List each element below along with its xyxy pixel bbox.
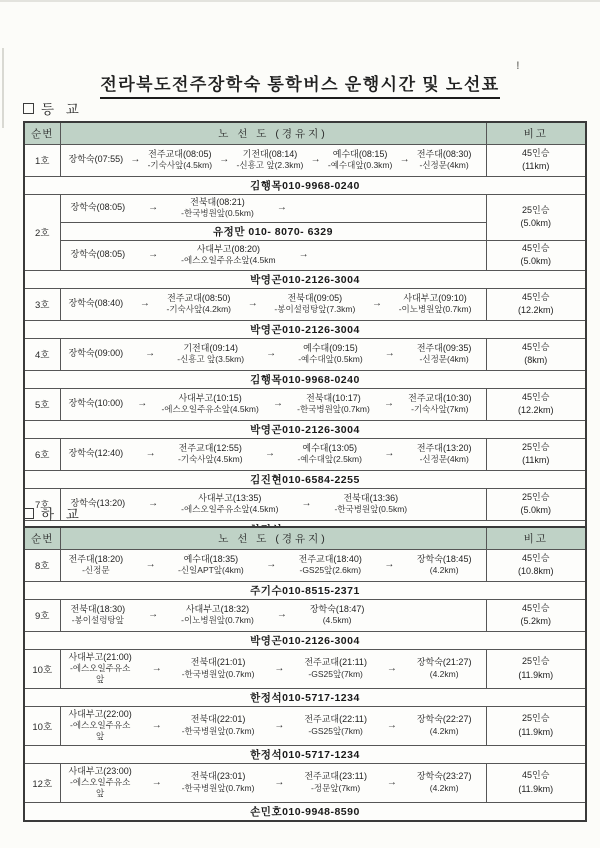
section-morning [23,100,585,540]
distance: (5.0km) [520,505,551,515]
capacity-note [486,240,586,270]
capacity-note [486,649,586,688]
section-label-morning [23,100,585,116]
bus-stop [399,293,472,316]
stop-name-time: 기전대(09:14) [183,342,238,353]
stop-name-time: 전북대(22:01) [190,714,246,725]
stop-landmark: (4.2km) [429,565,459,576]
route-stops [60,144,486,176]
arrow-icon: → [247,298,258,310]
bus-number: 12호 [24,763,60,802]
column-header-number: 순번 [24,527,60,549]
page-title: 전라북도전주장학숙 통학버스 운행시간 및 노선표 [0,70,600,99]
stop-name-time: 전주대(13:20) [416,442,472,453]
arrow-icon: → [148,249,159,261]
bus-route-row [24,438,586,470]
stop-landmark: -정문앞(7km) [311,782,361,793]
bus-number: 6호 [24,438,60,470]
stop-landmark: -GS25앞(7km) [308,725,363,736]
stop-name-time: 전주교대(08:05) [148,148,212,159]
bus-stop [304,657,367,680]
scan-spot-artifact: ! [516,60,520,72]
driver-contact: 박영곤010-2126-3004 [24,631,586,649]
table-header-row [24,527,586,549]
bus-stop [182,714,255,737]
bus-stop [417,443,472,466]
stop-name-time: 전북대(10:17) [306,392,361,403]
distance: (5.0km) [520,256,551,266]
arrow-icon: → [145,559,156,571]
distance: (11.9km) [518,726,554,737]
stop-landmark: -GS25앞(2.6km) [299,565,362,576]
stop-landmark: 앞 [96,674,105,685]
stop-landmark: (4.2km) [429,725,459,736]
stop-landmark: -한국병원앞(0.7km) [181,668,255,679]
bus-stop [69,554,124,577]
capacity: 45인승 [522,552,550,563]
capacity: 25인승 [522,204,550,215]
distance: (5.2km) [520,616,551,626]
route-sequence [69,604,472,627]
arrow-icon: → [372,298,383,310]
capacity: 25인승 [522,441,550,452]
bus-number: 1호 [24,144,60,176]
route-sequence [69,393,472,416]
stop-landmark: (4.2km) [429,782,459,793]
bus-stop [178,443,242,466]
driver-row [24,320,586,338]
stop-name-time: 전주교대(18:40) [298,553,362,564]
stop-landmark: -신정문(4km) [419,160,469,171]
table-header-row [24,122,586,144]
arrow-icon: → [265,448,275,460]
stop-landmark: 앞 [96,788,105,799]
bus-stop [182,657,255,680]
arrow-icon: → [386,720,397,731]
column-header-note: 비고 [486,122,586,144]
arrow-icon: → [145,448,156,460]
arrow-icon: → [219,154,230,166]
capacity: 45인승 [522,341,550,352]
stop-landmark: -신흥고 앞(2.3km) [236,160,304,171]
bus-stop [167,293,231,316]
bus-route-row [24,144,586,176]
distance: (11km) [522,455,550,465]
distance: (12.2km) [517,305,554,315]
driver-contact: 손민호010-9948-8590 [24,802,586,821]
arrow-icon: → [151,777,162,788]
driver-row [24,370,586,388]
capacity: 45인승 [522,602,550,613]
arrow-icon: → [301,498,312,510]
arrow-icon: → [386,777,397,788]
column-header-route: 노 선 도 (경유지) [60,527,486,549]
bus-stop [274,293,355,316]
driver-row [24,270,586,288]
route-stops [60,649,486,688]
bus-stop [71,202,126,214]
capacity-note [486,144,586,176]
column-header-number: 순번 [24,122,60,144]
stop-landmark: -에스오일주유소앞(4.5km) [181,504,279,515]
stop-landmark: -신정문(4km) [419,454,469,465]
capacity: 45인승 [522,291,550,302]
route-sequence [69,652,472,686]
arrow-icon: → [384,559,395,571]
stop-name-time: 전주교대(23:11) [304,771,367,782]
driver-row [24,581,586,599]
bus-stop [417,714,472,737]
stop-name-time: 전북대(21:01) [190,657,246,668]
bus-stop [310,604,365,627]
stop-landmark: 앞 [96,731,105,742]
route-stops [60,194,486,222]
bus-number: 3호 [24,288,60,320]
capacity-note [486,438,586,470]
stop-landmark: -에스오일주유소앞(4.5km) [161,404,259,415]
column-header-route: 노 선 도 (경유지) [60,122,486,144]
capacity: 45인승 [522,770,550,780]
bus-stop [178,554,244,577]
stop-landmark: -GS25앞(7km) [308,668,363,679]
bus-route-row [24,288,586,320]
stop-name-time: 사대부고(10:15) [178,392,242,403]
stop-landmark: -봉이설렁탕앞(7.3km) [274,304,356,315]
arrow-icon: → [148,498,159,510]
arrow-icon: → [384,348,395,360]
arrow-icon: → [148,609,159,621]
bus-number: 9호 [24,599,60,631]
route-stops [60,288,486,320]
stop-landmark: -신정문 [82,565,110,576]
stop-landmark: -기숙사앞(4.5km) [147,160,213,171]
distance: (12.2km) [517,405,554,415]
bus-route-row [24,599,586,631]
capacity: 45인승 [522,242,550,253]
route-stops [60,706,486,745]
bus-stop [181,244,276,267]
stop-name-time: 전북대(08:21) [190,196,245,207]
driver-row [24,176,586,194]
section-evening [23,505,585,822]
stop-name-time: 예수대(09:15) [303,342,358,353]
distance: (11.9km) [518,669,554,680]
capacity: 25인승 [522,713,550,723]
stop-landmark: -에스오일주유소앞(4.5km [181,255,276,266]
stop-landmark: (4.2km) [429,668,459,679]
stop-name-time: 전주교대(10:30) [408,392,472,403]
evening-bus-table [23,526,587,822]
stop-landmark: -신흥고 앞(3.5km) [177,354,245,365]
bus-number: 8호 [24,549,60,581]
stop-name-time: 전북대(18:30) [70,603,126,614]
stop-name-time: 사대부고(23:00) [68,765,132,776]
bus-stop [69,154,124,166]
distance: (5.0km) [520,218,551,228]
stop-name-time: 전북대(09:05) [287,292,343,303]
stop-name-time: 장학숙(22:27) [416,714,472,725]
bus-stop [417,554,472,577]
stop-name-time: 장학숙(10:00) [68,398,124,409]
route-stops [60,240,486,270]
driver-row [24,745,586,763]
stop-landmark: -한국병원앞(0.7km) [181,782,255,793]
bus-stop [177,343,244,366]
driver-row [24,470,586,488]
bus-stop [417,771,472,794]
arrow-icon: → [276,202,287,214]
route-stops [60,763,486,802]
arrow-icon: → [310,154,321,166]
bus-stop [181,197,254,220]
stop-name-time: 전주교대(22:11) [304,714,367,725]
bus-stop [69,766,132,800]
driver-contact: 한정석010-5717-1234 [24,745,586,763]
bus-route-row [24,194,586,222]
stop-landmark: -기숙사앞(4.5km) [178,454,243,465]
capacity-note [486,549,586,581]
stop-landmark: -봉이설렁탕앞 [71,615,124,626]
section-label-evening [23,505,585,521]
stop-name-time: 장학숙(08:40) [68,298,124,309]
route-sequence [69,766,472,800]
stop-landmark: -에스오일주유소 [69,777,131,788]
arrow-icon: → [384,398,394,410]
stop-name-time: 전주교대(12:55) [178,442,242,453]
arrow-icon: → [298,249,309,261]
bus-stop [181,604,254,627]
capacity-note [486,763,586,802]
capacity: 25인승 [522,656,550,666]
stop-name-time: 전주대(08:30) [416,148,472,159]
capacity-note [486,599,586,631]
route-sequence [69,197,472,220]
scan-edge-artifact [0,0,600,2]
bus-stop [237,149,304,172]
bus-stop [304,714,367,737]
bus-stop [417,657,472,680]
stop-landmark: -신일APT앞(4km) [178,565,244,576]
capacity-note [486,194,586,240]
stop-name-time: 예수대(08:15) [332,148,388,159]
route-stops [60,549,486,581]
bus-stop [161,393,258,416]
arrow-icon: → [399,154,410,166]
stop-name-time: 전주대(18:20) [68,553,124,564]
stop-name-time: 장학숙(07:55) [68,154,124,165]
stop-name-time: 장학숙(21:27) [416,657,472,668]
route-sequence [69,293,472,316]
section-label-text: 하 교 [41,507,83,522]
driver-contact: 유정만 010- 8070- 6329 [60,222,486,240]
route-stops [60,388,486,420]
capacity-note [486,706,586,745]
bus-route-row [24,706,586,745]
arrow-icon: → [384,448,395,460]
bus-number: 2호 [24,194,60,270]
stop-name-time: 기전대(08:14) [242,148,298,159]
distance: (10.8km) [517,566,554,576]
driver-row [24,420,586,438]
arrow-icon: → [139,298,150,310]
stop-name-time: 전북대(13:36) [343,492,399,503]
capacity-note [486,388,586,420]
bus-stop [69,448,124,460]
driver-contact: 김진현010-6584-2255 [24,470,586,488]
stop-landmark: -이노병원앞(0.7km) [181,615,254,626]
stop-name-time: 사대부고(22:00) [68,708,132,719]
capacity: 25인승 [522,491,550,502]
stop-landmark: -에스오일주유소 [69,720,131,731]
stop-name-time: 장학숙(13:20) [70,498,126,509]
distance: (11.9km) [518,783,554,794]
stop-landmark: -예수대앞(0.5km) [298,354,363,365]
route-sequence [69,443,472,466]
bus-number: 10호 [24,706,60,745]
bus-stop [304,771,367,794]
driver-contact: 한정석010-5717-1234 [24,688,586,706]
bus-stop [69,398,124,410]
bus-stop [417,343,472,366]
capacity-note [486,338,586,370]
stop-name-time: 장학숙(18:45) [416,553,472,564]
stop-name-time: 예수대(13:05) [302,442,358,453]
bus-stop [71,604,126,627]
checkbox-icon [23,103,34,114]
stop-landmark: -이노병원앞(0.7km) [398,304,472,315]
bus-route-row [24,388,586,420]
bus-stop [297,393,370,416]
capacity: 45인승 [522,391,550,402]
bus-route-row [24,338,586,370]
capacity: 45인승 [522,147,550,158]
stop-landmark: (4.5km) [322,615,352,626]
bus-stop [299,554,362,577]
arrow-icon: → [137,398,148,410]
arrow-icon: → [145,348,156,360]
bus-stop [408,393,471,416]
bus-number: 10호 [24,649,60,688]
distance: (8km) [524,355,548,365]
bus-stop [297,443,361,466]
stop-name-time: 장학숙(23:27) [416,771,472,782]
stop-name-time: 전주대(09:35) [416,342,472,353]
driver-row [24,688,586,706]
stop-name-time: 장학숙(08:05) [70,202,126,213]
route-sequence [69,343,472,366]
route-sequence [69,554,472,577]
bus-route-row [24,649,586,688]
arrow-icon: → [151,663,162,674]
stop-name-time: 사대부고(21:00) [68,651,132,662]
driver-contact: 김행목010-9968-0240 [24,176,586,194]
bus-stop [69,709,132,743]
arrow-icon: → [274,663,285,674]
stop-landmark: -한국병원앞(0.5km) [181,208,254,219]
bus-route-row [24,549,586,581]
section-label-text: 등 교 [41,102,83,117]
bus-stop [182,771,255,794]
capacity-note [486,288,586,320]
column-header-note: 비고 [486,527,586,549]
arrow-icon: → [266,559,277,571]
stop-name-time: 장학숙(18:47) [309,603,365,614]
bus-number: 5호 [24,388,60,420]
route-sequence [69,244,472,267]
arrow-icon: → [274,720,285,731]
stop-name-time: 장학숙(08:05) [70,249,126,260]
stop-landmark: -한국병원앞(0.7km) [181,725,255,736]
stop-landmark: -한국병원앞(0.5km) [334,504,408,515]
bus-stop [417,149,472,172]
driver-contact: 박영곤010-2126-3004 [24,320,586,338]
bus-stop [69,652,132,686]
bus-number: 4호 [24,338,60,370]
stop-name-time: 사대부고(18:32) [185,603,250,614]
arrow-icon: → [266,348,277,360]
stop-landmark: -예수대앞(0.3km) [327,160,393,171]
stop-name-time: 장학숙(12:40) [68,448,124,459]
stop-landmark: -신정문(4km) [419,354,469,365]
stop-landmark: -한국병원앞(0.7km) [297,404,370,415]
driver-contact: 박영곤010-2126-3004 [24,420,586,438]
driver-contact: 주기수010-8515-2371 [24,581,586,599]
bus-stop [298,343,362,366]
stop-name-time: 사대부고(09:10) [403,292,467,303]
bus-route-row [24,763,586,802]
driver-row [24,802,586,821]
arrow-icon: → [148,202,159,214]
stop-name-time: 전주교대(08:50) [167,292,231,303]
bus-stop [328,149,392,172]
distance: (11km) [522,161,550,171]
bus-route-row [24,240,586,270]
route-sequence [69,149,472,172]
bus-stop [148,149,212,172]
stop-name-time: 예수대(18:35) [183,553,239,564]
driver-row [24,631,586,649]
arrow-icon: → [386,663,397,674]
route-sequence [69,709,472,743]
bus-stop [69,348,124,360]
route-stops [60,438,486,470]
arrow-icon: → [130,154,141,166]
driver-contact: 박영곤010-2126-3004 [24,270,586,288]
arrow-icon: → [272,398,283,410]
stop-name-time: 전북대(23:01) [190,771,246,782]
stop-name-time: 사대부고(08:20) [196,243,260,254]
route-stops [60,338,486,370]
stop-name-time: 사대부고(13:35) [198,492,262,503]
stop-landmark: -기숙사앞(4.2km) [166,304,231,315]
arrow-icon: → [274,777,285,788]
driver-contact: 김행목010-9968-0240 [24,370,586,388]
morning-bus-table [23,121,587,540]
stop-name-time: 장학숙(09:00) [68,348,124,359]
stop-landmark: -기숙사앞(7km) [411,404,469,415]
arrow-icon: → [151,720,162,731]
stop-name-time: 전주교대(21:11) [304,657,367,668]
bus-stop [71,249,126,261]
bus-number: 7호 [24,488,60,520]
checkbox-icon [23,508,34,519]
arrow-icon: → [276,609,287,621]
route-stops [60,599,486,631]
stop-landmark: -예수대앞(2.5km) [297,454,362,465]
bus-stop [69,298,124,310]
stop-landmark: -에스오일주유소 [69,663,131,674]
